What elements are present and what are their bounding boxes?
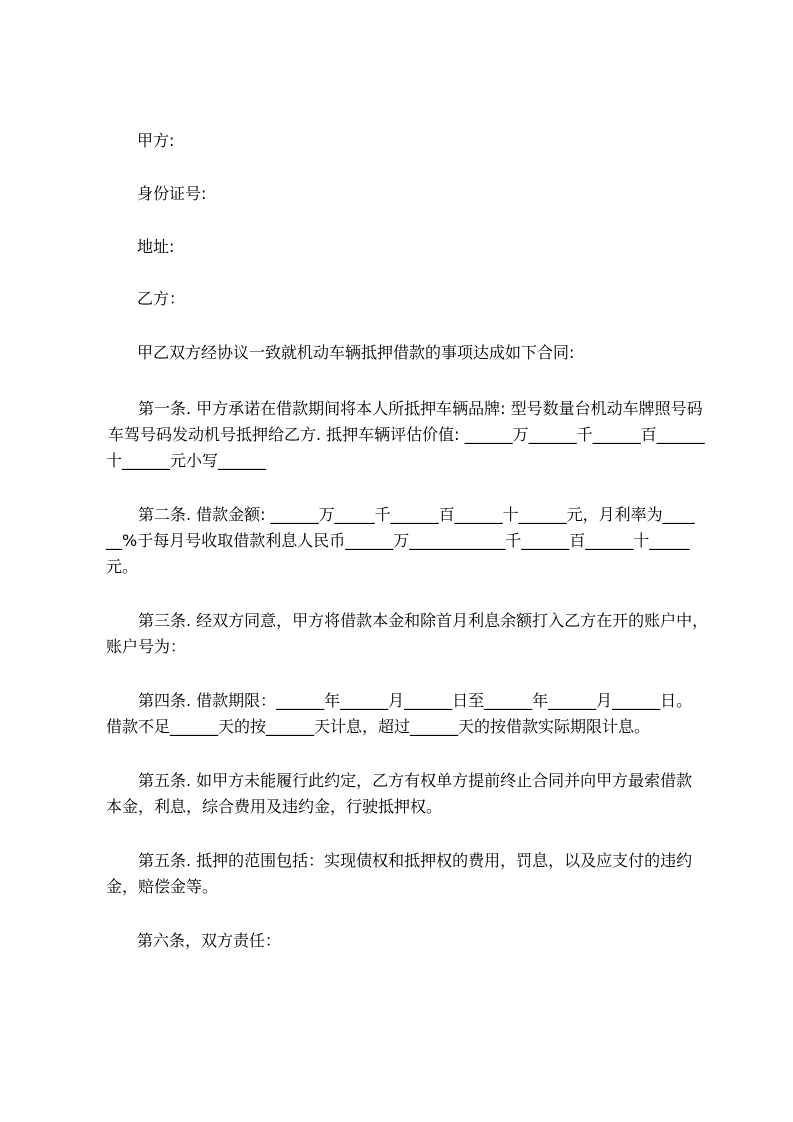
article-4-line-1: 第四条. 借款期限：______年______月______日至______年______月______日。 xyxy=(138,691,693,710)
article-3-line-2: 账户号为： xyxy=(106,637,187,656)
article-1-line-1: 第一条. 甲方承诺在借款期间将本人所抵押车辆品牌: 型号数量台机动车牌照号码 xyxy=(138,399,703,418)
id-number-label: 身份证号: xyxy=(137,184,207,203)
article-2-line-1: 第二条. 借款金额: ______万_____千______百______十______元，月利率为____ xyxy=(138,505,695,524)
article-6-heading: 第六条，双方责任： xyxy=(137,931,282,950)
article-5a-line-1: 第五条. 如甲方未能履行此约定，乙方有权单方提前终止合同并向甲方最索借款 xyxy=(138,771,693,790)
article-2 xyxy=(106,502,696,580)
article-2-line-3: 元。 xyxy=(106,557,139,576)
article-5b xyxy=(106,848,696,900)
article-3 xyxy=(106,608,709,660)
article-1 xyxy=(106,396,705,474)
article-3-line-1: 第三条. 经双方同意，甲方将借款本金和除首月利息余额打入乙方在开的账户中， xyxy=(138,611,709,630)
address-label: 地址: xyxy=(137,237,175,256)
contract-intro: 甲乙双方经协议一致就机动车辆抵押借款的事项达成如下合同: xyxy=(137,343,575,362)
party-b-label: 乙方： xyxy=(137,289,186,308)
article-4-line-2: 借款不足______天的按______天计息，超过______天的按借款实际期限计息。 xyxy=(106,717,651,736)
article-5b-line-2: 金，赔偿金等。 xyxy=(106,877,219,896)
article-5a xyxy=(106,768,696,820)
article-5b-line-1: 第五条. 抵押的范围包括：实现债权和抵押权的费用，罚息，以及应支付的违约 xyxy=(138,851,693,870)
article-5a-line-2: 本金，利息，综合费用及违约金，行驶抵押权。 xyxy=(106,797,443,816)
article-2-line-2: __%于每月号收取借款利息人民币______万____________千______百______十_____ xyxy=(106,531,690,550)
article-1-line-3: 十______元小写______ xyxy=(106,451,267,470)
party-a-label: 甲方: xyxy=(137,131,175,150)
article-1-line-2: 车驾号码发动机号抵押给乙方. 抵押车辆评估价值: ______万______千______百______ xyxy=(108,425,705,444)
article-4 xyxy=(106,688,696,740)
